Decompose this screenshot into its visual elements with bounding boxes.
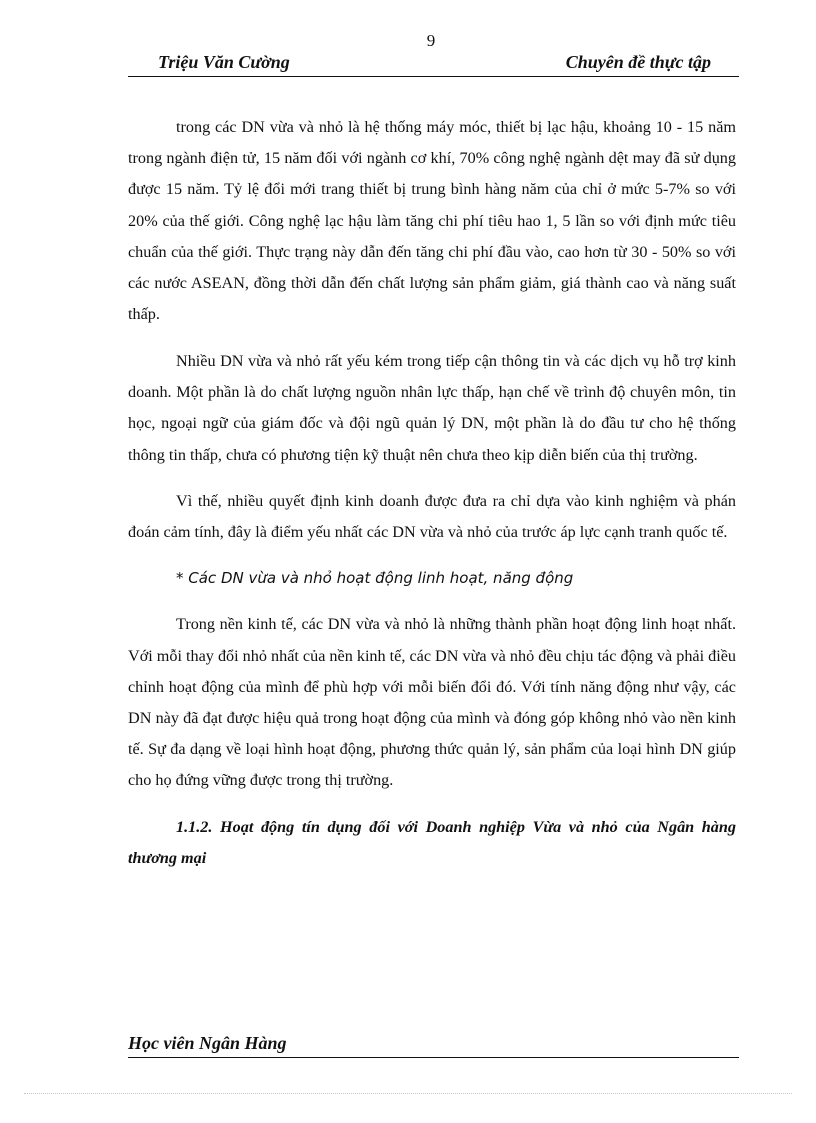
page-footer bbox=[128, 1033, 739, 1058]
paragraph-4: Trong nền kinh tế, các DN vừa và nhỏ là những thành phần hoạt động linh hoạt nhất. Với mỗi thay đổi nhỏ nhất của nền kinh tế, các DN vừa và nhỏ đều chịu tác động và phải điều chỉnh hoạt động của mình để phù hợp với mỗi biến đổi đó. Với tính năng động như vậy, các DN này đã đạt được hiệu quả trong hoạt động của mình và đóng góp không nhỏ vào nền kinh tế. Sự đa dạng về loại hình hoạt động, phương thức quản lý, sản phẩm của loại hình DN giúp cho họ đứng vững được trong thị trường. bbox=[128, 615, 737, 790]
page-edge-divider bbox=[24, 1093, 792, 1094]
document-body bbox=[128, 112, 736, 874]
section-heading: 1.1.2. Hoạt động tín dụng đối với Doanh nghiệp Vừa và nhỏ của Ngân hàng thương mại bbox=[128, 818, 736, 868]
subheading: * Các DN vừa và nhỏ hoạt động linh hoạt, năng động bbox=[176, 568, 574, 587]
header-author: Triệu Văn Cường bbox=[158, 52, 290, 72]
page-header bbox=[128, 52, 739, 77]
paragraph-2: Nhiều DN vừa và nhỏ rất yếu kém trong tiếp cận thông tin và các dịch vụ hỗ trợ kinh doanh. Một phần là do chất lượng nguồn nhân lực thấp, hạn chế về trình độ chuyên môn, tin học, ngoại ngữ của giám đốc và đội ngũ quản lý DN, một phần là do đầu tư cho hệ thống thông tin thấp, chưa có phương tiện kỹ thuật nên chưa theo kịp diễn biến của thị trường. bbox=[128, 351, 736, 464]
header-title: Chuyên đề thực tập bbox=[565, 52, 711, 72]
paragraph-3: Vì thế, nhiều quyết định kinh doanh được đưa ra chỉ dựa vào kinh nghiệm và phán đoán cảm tính, đây là điểm yếu nhất các DN vừa và nhỏ của trước áp lực cạnh tranh quốc tế. bbox=[128, 492, 736, 542]
page-number: 9 bbox=[426, 31, 436, 50]
footer-institution: Học viên Ngân Hàng bbox=[128, 1033, 287, 1053]
paragraph-1: trong các DN vừa và nhỏ là hệ thống máy móc, thiết bị lạc hậu, khoảng 10 - 15 năm trong ngành điện tử, 15 năm đối với ngành cơ khí, 70% công nghệ ngành dệt may đã sử dụng được 15 năm. Tỷ lệ đổi mới trang thiết bị trung bình hàng năm của chỉ ở mức 5-7% so với 20% của thế giới. Công nghệ lạc hậu làm tăng chi phí tiêu hao 1, 5 lần so với định mức tiêu chuẩn của thế giới. Thực trạng này dẫn đến tăng chi phí đầu vào, cao hơn từ 30 - 50% so với các nước ASEAN, đồng thời dẫn đến chất lượng sản phẩm giảm, giá thành cao và năng suất thấp. bbox=[128, 118, 736, 324]
